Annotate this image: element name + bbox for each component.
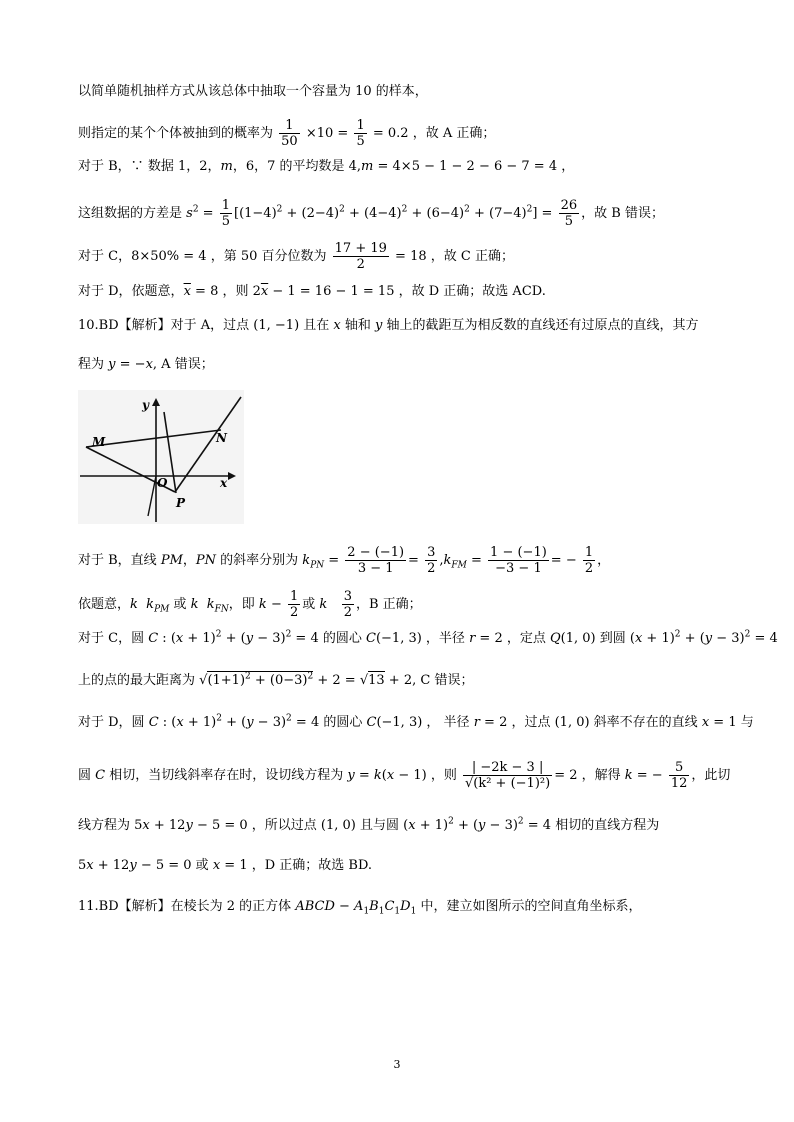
variable: y (108, 357, 116, 372)
y-axis-label: y (142, 398, 149, 412)
variable: x (145, 357, 153, 372)
text: = − (550, 553, 577, 568)
text: = 1 与 (709, 715, 754, 730)
variable: k (373, 768, 382, 783)
variable: PN (195, 553, 217, 568)
radicand (207, 671, 313, 688)
variable: C (148, 715, 159, 730)
text: = (198, 206, 214, 221)
text: = 0.2 ，故 A 正确； (372, 126, 496, 141)
exponent: 2 (285, 629, 292, 640)
text: (1, 0) 到圆 ( (560, 631, 635, 646)
text: ， (182, 553, 196, 568)
numerator: 1 (289, 589, 299, 604)
text: = 4 (750, 631, 778, 646)
numerator: 3 (427, 545, 436, 560)
text-line-10 (78, 589, 764, 620)
text: = − (115, 357, 146, 372)
text: ，此切 (691, 768, 731, 783)
variable: D (400, 899, 411, 914)
text: 这组数据的方差是 (78, 206, 187, 221)
exponent: 2 (448, 816, 454, 827)
text: ×10 = (305, 126, 349, 141)
variable: x (212, 858, 221, 873)
text: (−1, 3) ， 半径 (376, 715, 474, 730)
text: 或 (169, 597, 191, 612)
text: + (4−4) (344, 206, 402, 221)
exponent: 2 (307, 671, 314, 682)
text: + 1) (642, 631, 675, 646)
fraction (463, 760, 552, 791)
variable: y (245, 631, 254, 646)
text: + ( (221, 631, 246, 646)
exponent: 2 (526, 204, 533, 215)
variable: x (333, 318, 341, 333)
text: + 2, C 错误； (384, 673, 474, 688)
text: − 3) (485, 818, 518, 833)
variable: m (361, 159, 374, 174)
text: = 18 ，故 C 正确； (395, 249, 514, 264)
variable: y (246, 715, 254, 730)
variable: s (186, 206, 193, 221)
variable: y (185, 818, 193, 833)
page-number: 3 (393, 1058, 401, 1071)
denominator: 12 (670, 776, 688, 791)
text: + (0−3) (250, 673, 308, 688)
text: − 1 = 16 − 1 = 15 ，故 D 正确；故选 ACD. (268, 284, 546, 299)
text: 或 (302, 597, 320, 612)
text: = (466, 553, 482, 568)
text: 相切，当切线斜率存在时，设切线方程为 (105, 768, 348, 783)
fraction (488, 545, 549, 576)
variable: ABCD − A (295, 899, 364, 914)
origin-label: O (157, 476, 168, 490)
variable: x (386, 768, 395, 783)
exponent: 2 (276, 204, 283, 215)
text: : ( (158, 631, 176, 646)
subscript: 1 (378, 906, 385, 917)
figure-svg (78, 390, 244, 524)
text: 程为 (78, 357, 109, 372)
text: = − (632, 768, 663, 783)
fraction (425, 545, 437, 576)
text-line-3 (78, 158, 764, 176)
numerator: 5 (669, 760, 690, 776)
variable: x (634, 631, 643, 646)
text-line-12 (78, 672, 764, 690)
exponent: 2 (216, 713, 222, 724)
text-line-13 (78, 714, 764, 732)
text: 上的点的最大距离为 (78, 673, 200, 688)
subscript: 1 (394, 906, 401, 917)
exponent: 2 (245, 671, 251, 682)
text: = 4 相切的直线方程为 (523, 818, 660, 833)
fraction (342, 589, 354, 620)
text: − 5 = 0 或 (136, 858, 213, 873)
text: + 1) (415, 818, 449, 833)
text: = 2 ，解得 (554, 768, 625, 783)
text-line-14 (78, 760, 764, 791)
text: (−1, 3) ，半径 (375, 631, 470, 646)
variable: y (704, 631, 713, 646)
text: − 1) ，则 (394, 768, 457, 783)
variable: x (175, 631, 184, 646)
text: ] = (532, 206, 553, 221)
mean-symbol: $\overline{x}$ (183, 284, 191, 299)
radicand: 13 (368, 673, 385, 688)
denominator: 2 (289, 605, 299, 620)
text: = 2 ，过点 (1, 0) 斜率不存在的直线 (479, 715, 702, 730)
numerator: 2 − (−1) (347, 545, 405, 560)
radical-sign: √ (359, 673, 369, 688)
numerator: 17 + 19 (334, 241, 387, 256)
text: − 3) (253, 715, 287, 730)
text: 轴上的截距互为相反数的直线还有过原点的直线，其方 (382, 318, 699, 333)
text: (1+1) (207, 673, 246, 688)
text: = (408, 553, 419, 568)
variable: k (206, 597, 215, 612)
text: + ( (453, 818, 479, 833)
variable: k (190, 597, 199, 612)
text: 中，建立如图所示的空间直角坐标系， (416, 899, 642, 914)
variable: k (258, 597, 267, 612)
denominator: 2 (356, 257, 365, 272)
point-p-label: P (176, 496, 186, 510)
variable: C (95, 768, 106, 783)
variable: r (473, 715, 480, 730)
variable: k (130, 597, 138, 612)
text: 10.BD【解析】对于 A，过点 (1, −1) 且在 (78, 318, 334, 333)
numerator: 1 − (−1) (490, 545, 547, 560)
variable: y (347, 768, 355, 783)
text: = 2 ，定点 (475, 631, 550, 646)
x-axis-label: x (220, 476, 228, 490)
radical-sign: √ (199, 673, 208, 688)
variable: PM (160, 553, 183, 568)
text: 对于 B，∵ 数据 1，2， (78, 159, 221, 174)
text: + 12 (149, 818, 186, 833)
variable: y (129, 858, 137, 873)
variable: y (375, 318, 383, 333)
text-line-17 (78, 898, 764, 916)
subscript: 1 (410, 906, 417, 917)
numerator: 1 (584, 545, 594, 560)
text: − 5 = 0 ，所以过点 (1, 0) 且与圆 ( (192, 818, 409, 833)
variable: x (408, 818, 416, 833)
text-line-15 (78, 817, 764, 835)
text: − 3) (712, 631, 745, 646)
text: 线方程为 5 (78, 818, 143, 833)
text: + 12 (93, 858, 130, 873)
text: + (6−4) (407, 206, 465, 221)
text-line-11 (78, 629, 778, 648)
variable: x (176, 715, 184, 730)
coordinate-figure (78, 390, 244, 524)
text: = 1 ，D 正确；故选 BD. (220, 858, 373, 873)
text: 的斜率分别为 (216, 553, 303, 568)
fraction (279, 118, 300, 149)
text: 5 (78, 858, 87, 873)
text: = (354, 768, 374, 783)
variable: y (478, 818, 486, 833)
variable: C (384, 899, 395, 914)
variable: k (624, 768, 633, 783)
text: 对于 B，直线 (78, 553, 161, 568)
variable: C (366, 715, 377, 730)
text: 圆 (78, 768, 96, 783)
figure-background (78, 390, 244, 524)
variable: k (302, 553, 311, 568)
exponent: 2 (401, 204, 408, 215)
text: 则指定的某个个体被抽到的概率为 (78, 126, 274, 141)
fraction (220, 198, 232, 229)
text: − (266, 597, 282, 612)
numerator: 3 (343, 589, 352, 604)
text: + (2−4) (282, 206, 340, 221)
variable: x (86, 858, 94, 873)
denominator: √(k² + (−1)²) (464, 776, 551, 791)
denominator: 50 (281, 134, 298, 149)
exponent: 2 (464, 204, 470, 215)
text-line-1 (78, 83, 764, 101)
numerator: 1 (356, 118, 365, 133)
exponent: 2 (339, 204, 345, 215)
denominator: −3 − 1 (495, 561, 542, 576)
subscript: FM (451, 560, 467, 571)
text: 对于 C，圆 (78, 631, 149, 646)
numerator: 1 (279, 118, 300, 134)
text: = 4 的圆心 (291, 631, 366, 646)
text: + 1) (183, 715, 217, 730)
denominator: 5 (221, 214, 230, 229)
text: , A 错误； (152, 357, 214, 372)
text: ( (381, 768, 387, 783)
text-line-6 (78, 283, 764, 301)
text: + ( (221, 715, 247, 730)
variable: r (469, 631, 476, 646)
text: 对于 D，圆 (78, 715, 149, 730)
text: 11.BD【解析】在棱长为 2 的正方体 (78, 899, 296, 914)
denominator: 5 (356, 134, 365, 149)
text: + (7−4) (469, 206, 527, 221)
numerator: 26 (560, 198, 578, 213)
text-line-8 (78, 356, 764, 374)
variable: m (220, 159, 233, 174)
mean-symbol: $\overline{x}$ (260, 284, 269, 299)
fraction (288, 589, 300, 620)
text: [(1−4) (234, 206, 277, 221)
exponent: 2 (744, 629, 751, 640)
denominator: 3 − 1 (357, 561, 394, 576)
text: ，B 正确； (355, 597, 422, 612)
fraction (669, 760, 690, 791)
variable: B (369, 899, 379, 914)
fraction (333, 241, 389, 272)
text-line-4 (78, 198, 764, 229)
subscript: PN (310, 560, 325, 571)
point-m-label: M (92, 435, 106, 449)
sentence: 以简单随机抽样方式从该总体中抽取一个容量为 10 的样本， (78, 84, 428, 99)
variable: x (701, 715, 710, 730)
text: − 3) (253, 631, 286, 646)
exponent: 2 (215, 629, 222, 640)
text: + 2 = (313, 673, 360, 688)
variable: k (146, 597, 155, 612)
variable: k (319, 597, 328, 612)
text: ，故 B 错误； (581, 206, 664, 221)
subscript: PM (154, 604, 170, 615)
variable: C (366, 631, 376, 646)
exponent: 2 (286, 713, 292, 724)
subscript: 1 (363, 906, 370, 917)
text: 轴和 (340, 318, 376, 333)
variable: Q (549, 631, 561, 646)
variable: C (148, 631, 159, 646)
text: = 4 的圆心 (291, 715, 367, 730)
numerator: 1 (221, 198, 230, 213)
exponent: 2 (517, 816, 524, 827)
variable: x (142, 818, 150, 833)
fraction (583, 545, 595, 576)
fraction (354, 118, 366, 149)
text: : ( (158, 715, 177, 730)
exponent: 2 (674, 629, 681, 640)
text: + ( (680, 631, 705, 646)
text: ， (597, 553, 611, 568)
fraction (345, 545, 406, 576)
text-line-5 (78, 241, 764, 272)
text-line-7 (78, 317, 764, 335)
numerator: | −2k − 3 | (463, 760, 552, 776)
text: ，即 (228, 597, 259, 612)
denominator: 2 (427, 561, 436, 576)
subscript: FN (214, 604, 229, 615)
denominator: 2 (343, 605, 352, 620)
denominator: 5 (564, 214, 573, 229)
text-line-2 (78, 118, 764, 149)
text: ，6，7 的平均数是 4, (232, 159, 362, 174)
text: = (324, 553, 340, 568)
text-line-16 (78, 857, 764, 875)
text: = 4×5 − 1 − 2 − 6 − 7 = 4 ， (373, 159, 575, 174)
variable: k (443, 553, 452, 568)
text: 对于 C，8×50% = 4 ，第 50 百分位数为 (78, 249, 327, 264)
text: = 8 ，则 2 (190, 284, 261, 299)
denominator: 2 (584, 561, 594, 576)
fraction (559, 198, 580, 229)
text: + 1) (183, 631, 216, 646)
exponent: 2 (192, 204, 199, 215)
point-n-label: N (216, 431, 227, 445)
text-line-9 (78, 545, 764, 576)
text: 对于 D，依题意， (78, 284, 184, 299)
text: 依题意， (78, 597, 131, 612)
text: , (439, 553, 444, 568)
